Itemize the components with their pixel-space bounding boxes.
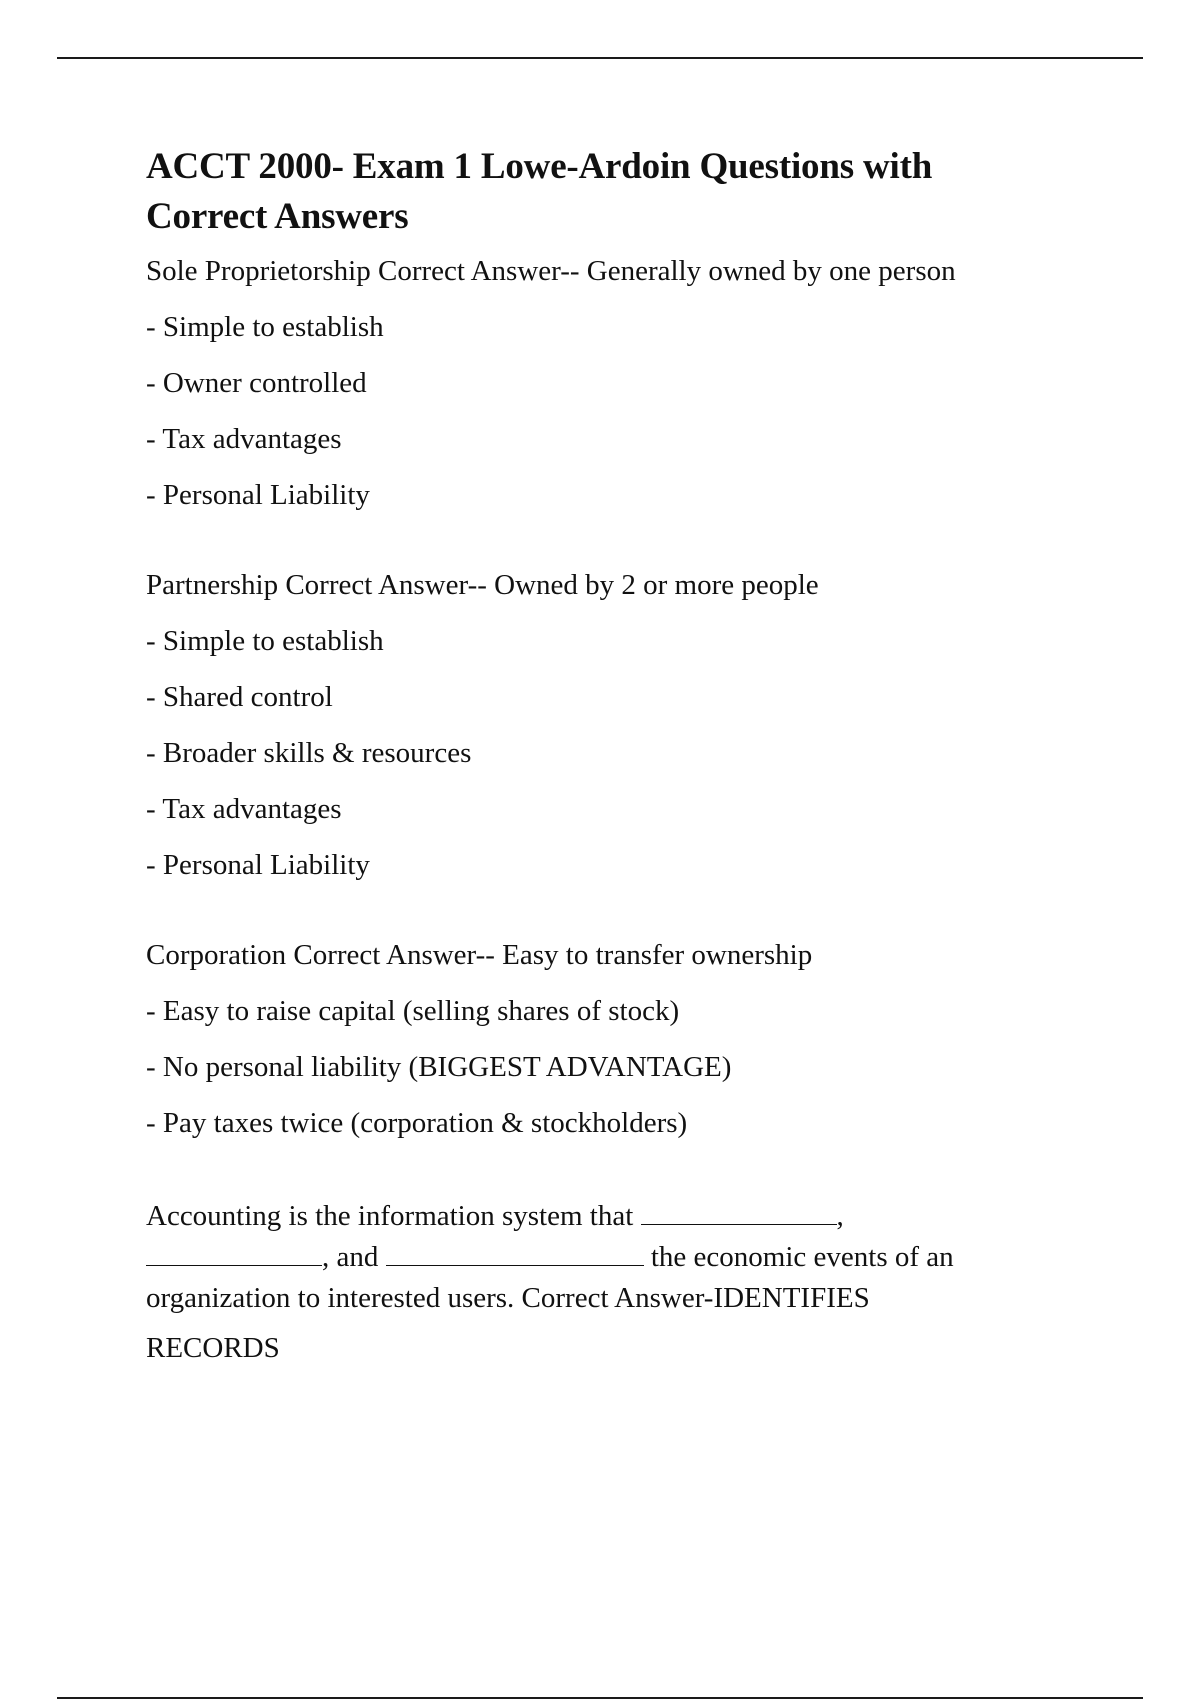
list-item: - Owner controlled — [146, 367, 367, 399]
corporation-heading: Corporation Correct Answer-- Easy to transfer ownership — [146, 939, 813, 971]
list-item: - No personal liability (BIGGEST ADVANTAGE) — [146, 1051, 732, 1083]
question-text-2: , and — [322, 1241, 379, 1273]
top-rule — [57, 57, 1143, 59]
question-text-1: Accounting is the information system that — [146, 1200, 634, 1232]
partnership-heading: Partnership Correct Answer-- Owned by 2 or more people — [146, 569, 819, 601]
section-partnership — [146, 568, 1086, 882]
question-sep-1: , — [836, 1200, 844, 1232]
document-title — [146, 142, 1086, 242]
accounting-question — [146, 1196, 1046, 1319]
sole-heading: Sole Proprietorship Correct Answer-- Generally owned by one person — [146, 255, 956, 287]
list-item: - Simple to establish — [146, 311, 384, 343]
section-sole-proprietorship — [146, 254, 1086, 512]
blank-2 — [146, 1239, 322, 1266]
question-text-3: the economic events of an — [650, 1241, 954, 1273]
list-item: - Broader skills & resources — [146, 737, 472, 769]
list-item: - Tax advantages — [146, 423, 342, 455]
title-line-2: Correct Answers — [146, 196, 409, 237]
list-item: - Personal Liability — [146, 849, 370, 881]
question-text-4: organization to interested users. Correct Answer-IDENTIFIES — [146, 1282, 870, 1314]
section-accounting-question — [146, 1196, 1086, 1365]
blank-1 — [641, 1198, 837, 1225]
list-item: - Shared control — [146, 681, 333, 713]
list-item: - Simple to establish — [146, 625, 384, 657]
bottom-rule — [57, 1697, 1143, 1699]
list-item: - Pay taxes twice (corporation & stockholders) — [146, 1107, 688, 1139]
document-body — [146, 142, 1086, 1387]
list-item: - Easy to raise capital (selling shares of stock) — [146, 995, 680, 1027]
section-corporation — [146, 938, 1086, 1140]
title-line-1: ACCT 2000- Exam 1 Lowe-Ardoin Questions with — [146, 146, 933, 187]
blank-3 — [386, 1239, 644, 1266]
answer-line-2: RECORDS — [146, 1332, 280, 1364]
list-item: - Personal Liability — [146, 479, 370, 511]
list-item: - Tax advantages — [146, 793, 342, 825]
